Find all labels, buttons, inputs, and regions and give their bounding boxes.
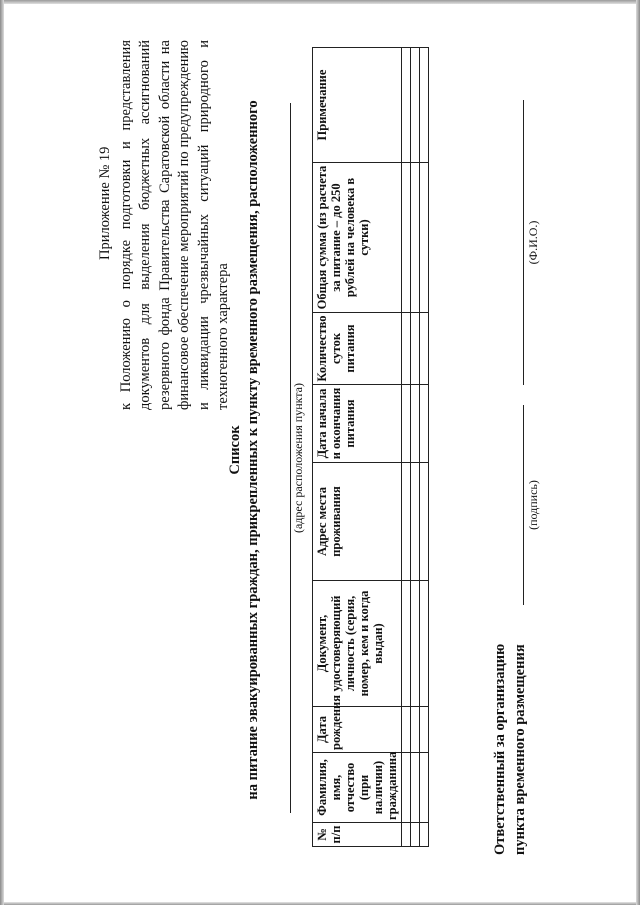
table-cell [420, 48, 429, 163]
col-header-total-sum: Общая сумма (из расчета за питание – до 250 рублей на человека в сутки) [313, 163, 402, 313]
col-header-full-name: Фамилия, имя, отчество (при наличии) гражданина [313, 753, 402, 823]
col-header-note: Примечание [313, 48, 402, 163]
table-cell [402, 385, 411, 463]
table-cell [402, 48, 411, 163]
col-header-days-count: Количество суток питания [313, 313, 402, 385]
table-cell [420, 581, 429, 707]
table-cell [402, 313, 411, 385]
col-header-id-document: Документ, удостоверяющий личность (серия, номер, кем и когда выдан) [313, 581, 402, 707]
table-cell [420, 385, 429, 463]
table-header-row [313, 48, 402, 847]
table-cell [411, 753, 420, 823]
table-cell [420, 823, 429, 847]
table-cell [420, 463, 429, 581]
table-cell [411, 823, 420, 847]
table-cell [402, 463, 411, 581]
table-cell [411, 463, 420, 581]
table-cell [402, 753, 411, 823]
table-cell [411, 48, 420, 163]
citizens-table [312, 47, 429, 847]
title-line-1: Список [227, 425, 243, 475]
title-line-2: на питание эвакуированных граждан, прикрепленных к пункту временного размещения, расположенного [245, 100, 261, 800]
appendix-block [96, 40, 234, 410]
signature-line [523, 405, 524, 605]
col-header-meal-dates: Дата начала и окончания питания [313, 385, 402, 463]
signature-caption: (подпись) [526, 480, 540, 530]
table-cell [402, 823, 411, 847]
appendix-number: Приложение № 19 [97, 146, 113, 260]
table-cell [402, 163, 411, 313]
table-cell [420, 707, 429, 753]
table-cell [420, 753, 429, 823]
table-cell [411, 313, 420, 385]
address-caption: (адрес расположения пункта) [291, 382, 305, 534]
table-row [402, 48, 411, 847]
table-cell [411, 385, 420, 463]
table-cell [411, 163, 420, 313]
col-header-address: Адрес места проживания [313, 463, 402, 581]
table-cell [420, 313, 429, 385]
table-cell [411, 707, 420, 753]
table-cell [402, 707, 411, 753]
col-header-birth-date: Дата рождения [313, 707, 402, 753]
appendix-text: к Положению о порядке подготовки и представления документов для выделения бюджетных ассигнований резервного фонда Правительства Саратовской области на финансовое обеспечение мероприятий по предупреждению и ликвидации чрезвычайных ситуаций природного и техногенного характера [117, 40, 231, 410]
col-header-number: № п/п [313, 823, 402, 847]
document-title [226, 75, 262, 825]
table-cell [420, 163, 429, 313]
table-row [420, 48, 429, 847]
table-cell [402, 581, 411, 707]
table-cell [411, 581, 420, 707]
responsible-label: Ответственный за организацию пункта временного размещения [492, 643, 528, 855]
name-line [523, 100, 524, 385]
name-caption: (Ф.И.О.) [526, 220, 540, 265]
table-row [411, 48, 420, 847]
